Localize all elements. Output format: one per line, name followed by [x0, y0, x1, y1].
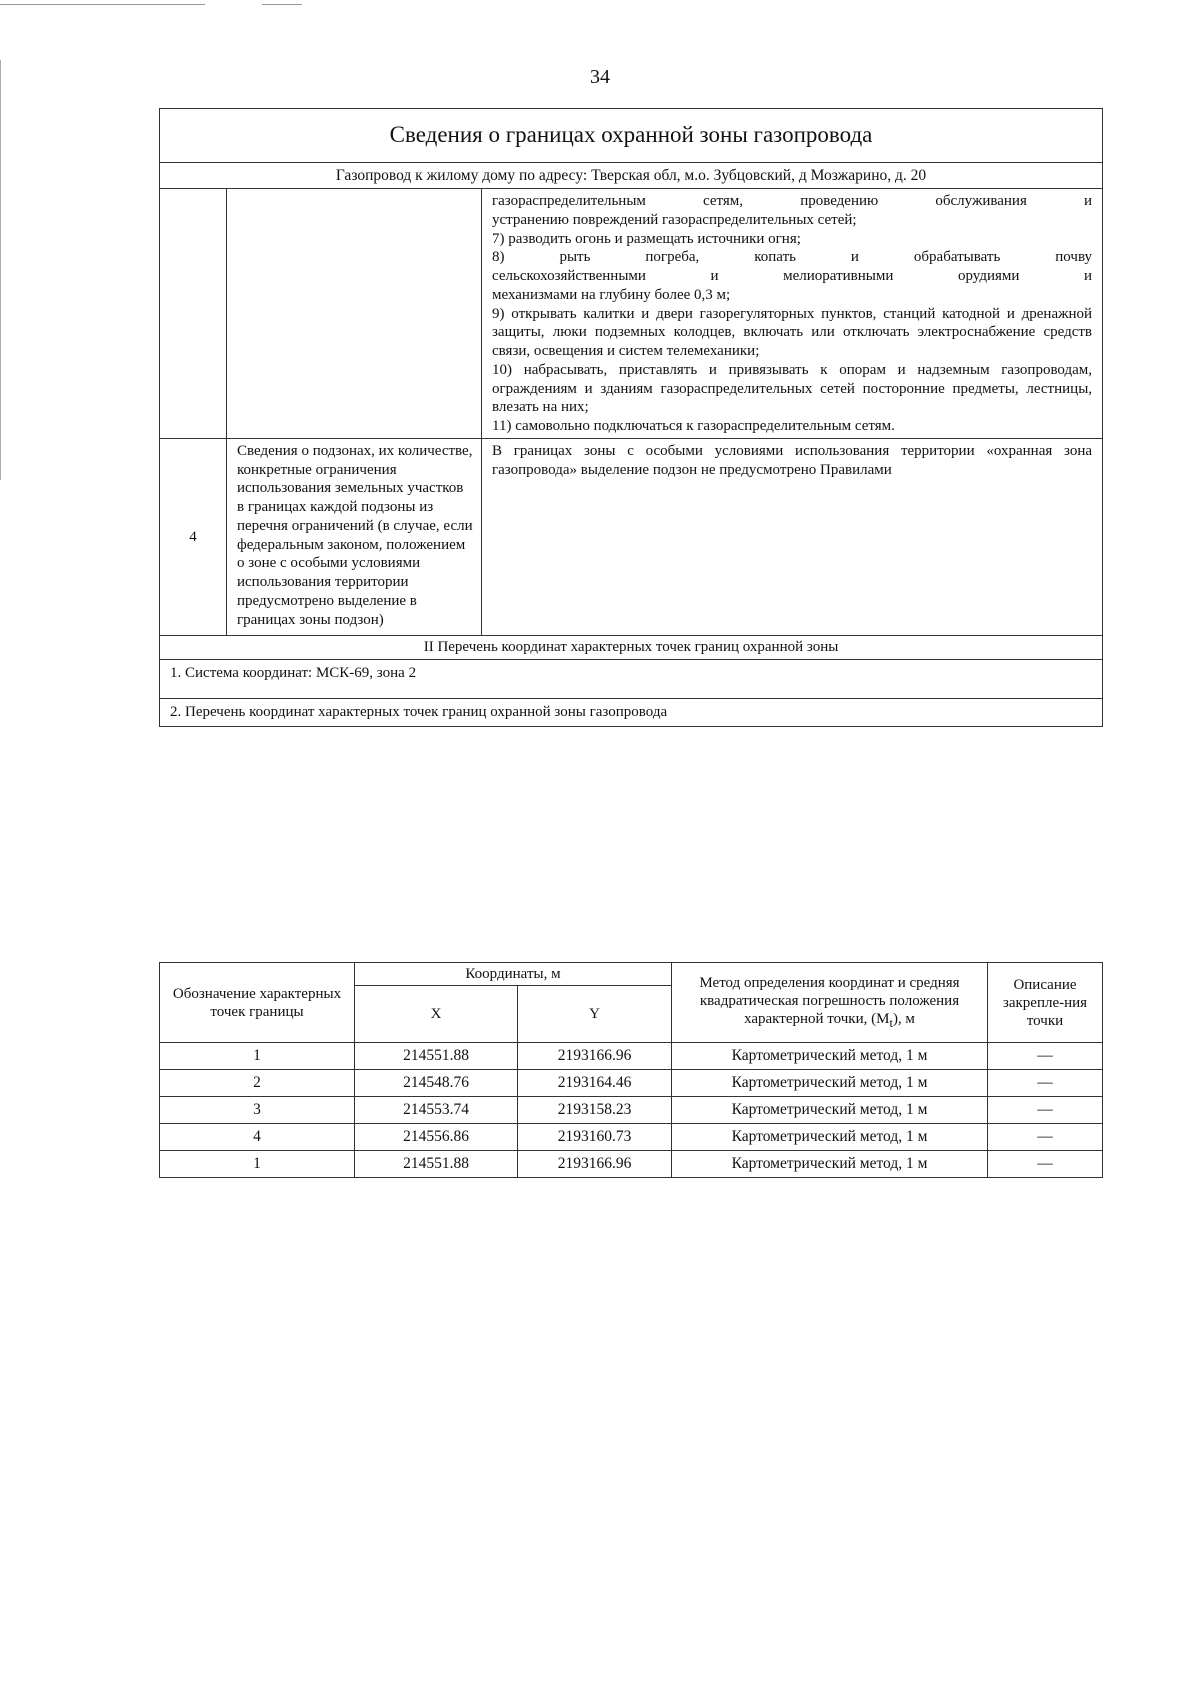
cell-y: 2193166.96	[518, 1151, 672, 1178]
cell-x: 214548.76	[355, 1070, 518, 1097]
cell-method: Картометрический метод, 1 м	[672, 1043, 988, 1070]
scan-artifact-line	[262, 4, 302, 5]
row-number: 4	[160, 438, 227, 636]
restriction-line: газораспределительным сетям, проведению обслуживания и	[492, 193, 1093, 210]
cell-description: —	[988, 1070, 1103, 1097]
table-row	[160, 1070, 1103, 1097]
restriction-line: 8) рыть погреба, копать и обрабатывать почву	[492, 249, 1093, 266]
subzones-row	[160, 438, 1103, 636]
cell-point: 1	[160, 1151, 355, 1178]
header-method-tail: ), м	[892, 1011, 915, 1027]
restriction-line: 11) самовольно подключаться к газораспределительным сетям.	[492, 418, 895, 435]
header-y: Y	[518, 986, 672, 1043]
coordinates-table	[159, 962, 1103, 1178]
restriction-line: механизмами на глубину более 0,3 м;	[492, 286, 731, 303]
restriction-line: 10) набрасывать, приставлять и привязывать к опорам и надземным газопроводам, ограждениям и зданиям газораспределительных сетей посторонние предметы, лестницы, влезать на них;	[492, 361, 1093, 416]
section-heading: II Перечень координат характерных точек границ охранной зоны	[160, 636, 1103, 660]
restriction-line: устранению повреждений газораспределительных сетей;	[492, 211, 857, 228]
header-point: Обозначение характерных точек границы	[160, 963, 355, 1043]
continuation-row	[160, 189, 1103, 439]
pipeline-address: Газопровод к жилому дому по адресу: Тверская обл, м.о. Зубцовский, д Мозжарино, д. 20	[160, 162, 1103, 188]
coordinate-list-title: 2. Перечень координат характерных точек границ охранной зоны газопровода	[160, 699, 1103, 727]
cell-method: Картометрический метод, 1 м	[672, 1151, 988, 1178]
page-number: 34	[590, 66, 610, 88]
coordinate-system: 1. Система координат: МСК-69, зона 2	[160, 660, 1103, 699]
subzones-value: В границах зоны с особыми условиями использования территории «охранная зона газопровода» выделение подзон не предусмотрено Правилами	[482, 438, 1103, 636]
cell-point: 4	[160, 1124, 355, 1151]
cell-point: 1	[160, 1043, 355, 1070]
zone-info-table	[159, 108, 1103, 727]
cell-y: 2193164.46	[518, 1070, 672, 1097]
cell-method: Картометрический метод, 1 м	[672, 1124, 988, 1151]
cell-description: —	[988, 1043, 1103, 1070]
restriction-line: 9) открывать калитки и двери газорегуляторных пунктов, станций катодной и дренажной защиты, люки подземных колодцев, включать или отключать электроснабжение средств связи, освещения и систем телемеханики;	[492, 305, 1093, 360]
header-x: X	[355, 986, 518, 1043]
header-coordinates: Координаты, м	[355, 963, 672, 986]
cell-description: —	[988, 1124, 1103, 1151]
table-row	[160, 1097, 1103, 1124]
cell-point: 2	[160, 1070, 355, 1097]
cell-description: —	[988, 1151, 1103, 1178]
row-number-empty	[160, 189, 227, 439]
header-method-subscript: t	[889, 1016, 893, 1030]
subzones-label: Сведения о подзонах, их количестве, конкретные ограничения использования земельных участков в границах каждой подзоны из перечня ограничений (в случае, если федеральным законом, положением о зоне с особыми условиями использования территории предусмотрено выделение в границах зоны подзон)	[227, 438, 482, 636]
restrictions-continuation	[482, 189, 1103, 439]
cell-y: 2193166.96	[518, 1043, 672, 1070]
scan-artifact-line	[0, 4, 205, 5]
cell-method: Картометрический метод, 1 м	[672, 1070, 988, 1097]
cell-x: 214553.74	[355, 1097, 518, 1124]
restriction-line: 7) разводить огонь и размещать источники огня;	[492, 230, 801, 247]
header-description: Описание закрепле-ния точки	[988, 963, 1103, 1043]
scan-artifact-edge	[0, 60, 1, 480]
cell-x: 214556.86	[355, 1124, 518, 1151]
table-row	[160, 1124, 1103, 1151]
table-row	[160, 1151, 1103, 1178]
cell-y: 2193158.23	[518, 1097, 672, 1124]
row-label-empty	[227, 189, 482, 439]
document-title: Сведения о границах охранной зоны газопровода	[160, 109, 1103, 163]
cell-x: 214551.88	[355, 1043, 518, 1070]
cell-description: —	[988, 1097, 1103, 1124]
header-method	[672, 963, 988, 1043]
cell-method: Картометрический метод, 1 м	[672, 1097, 988, 1124]
header-method-text: Метод определения координат и средняя квадратическая погрешность положения характерной точки, (M	[699, 975, 960, 1027]
cell-y: 2193160.73	[518, 1124, 672, 1151]
cell-point: 3	[160, 1097, 355, 1124]
cell-x: 214551.88	[355, 1151, 518, 1178]
restriction-line: сельскохозяйственными и мелиоративными орудиями и	[492, 268, 1093, 285]
table-row	[160, 1043, 1103, 1070]
